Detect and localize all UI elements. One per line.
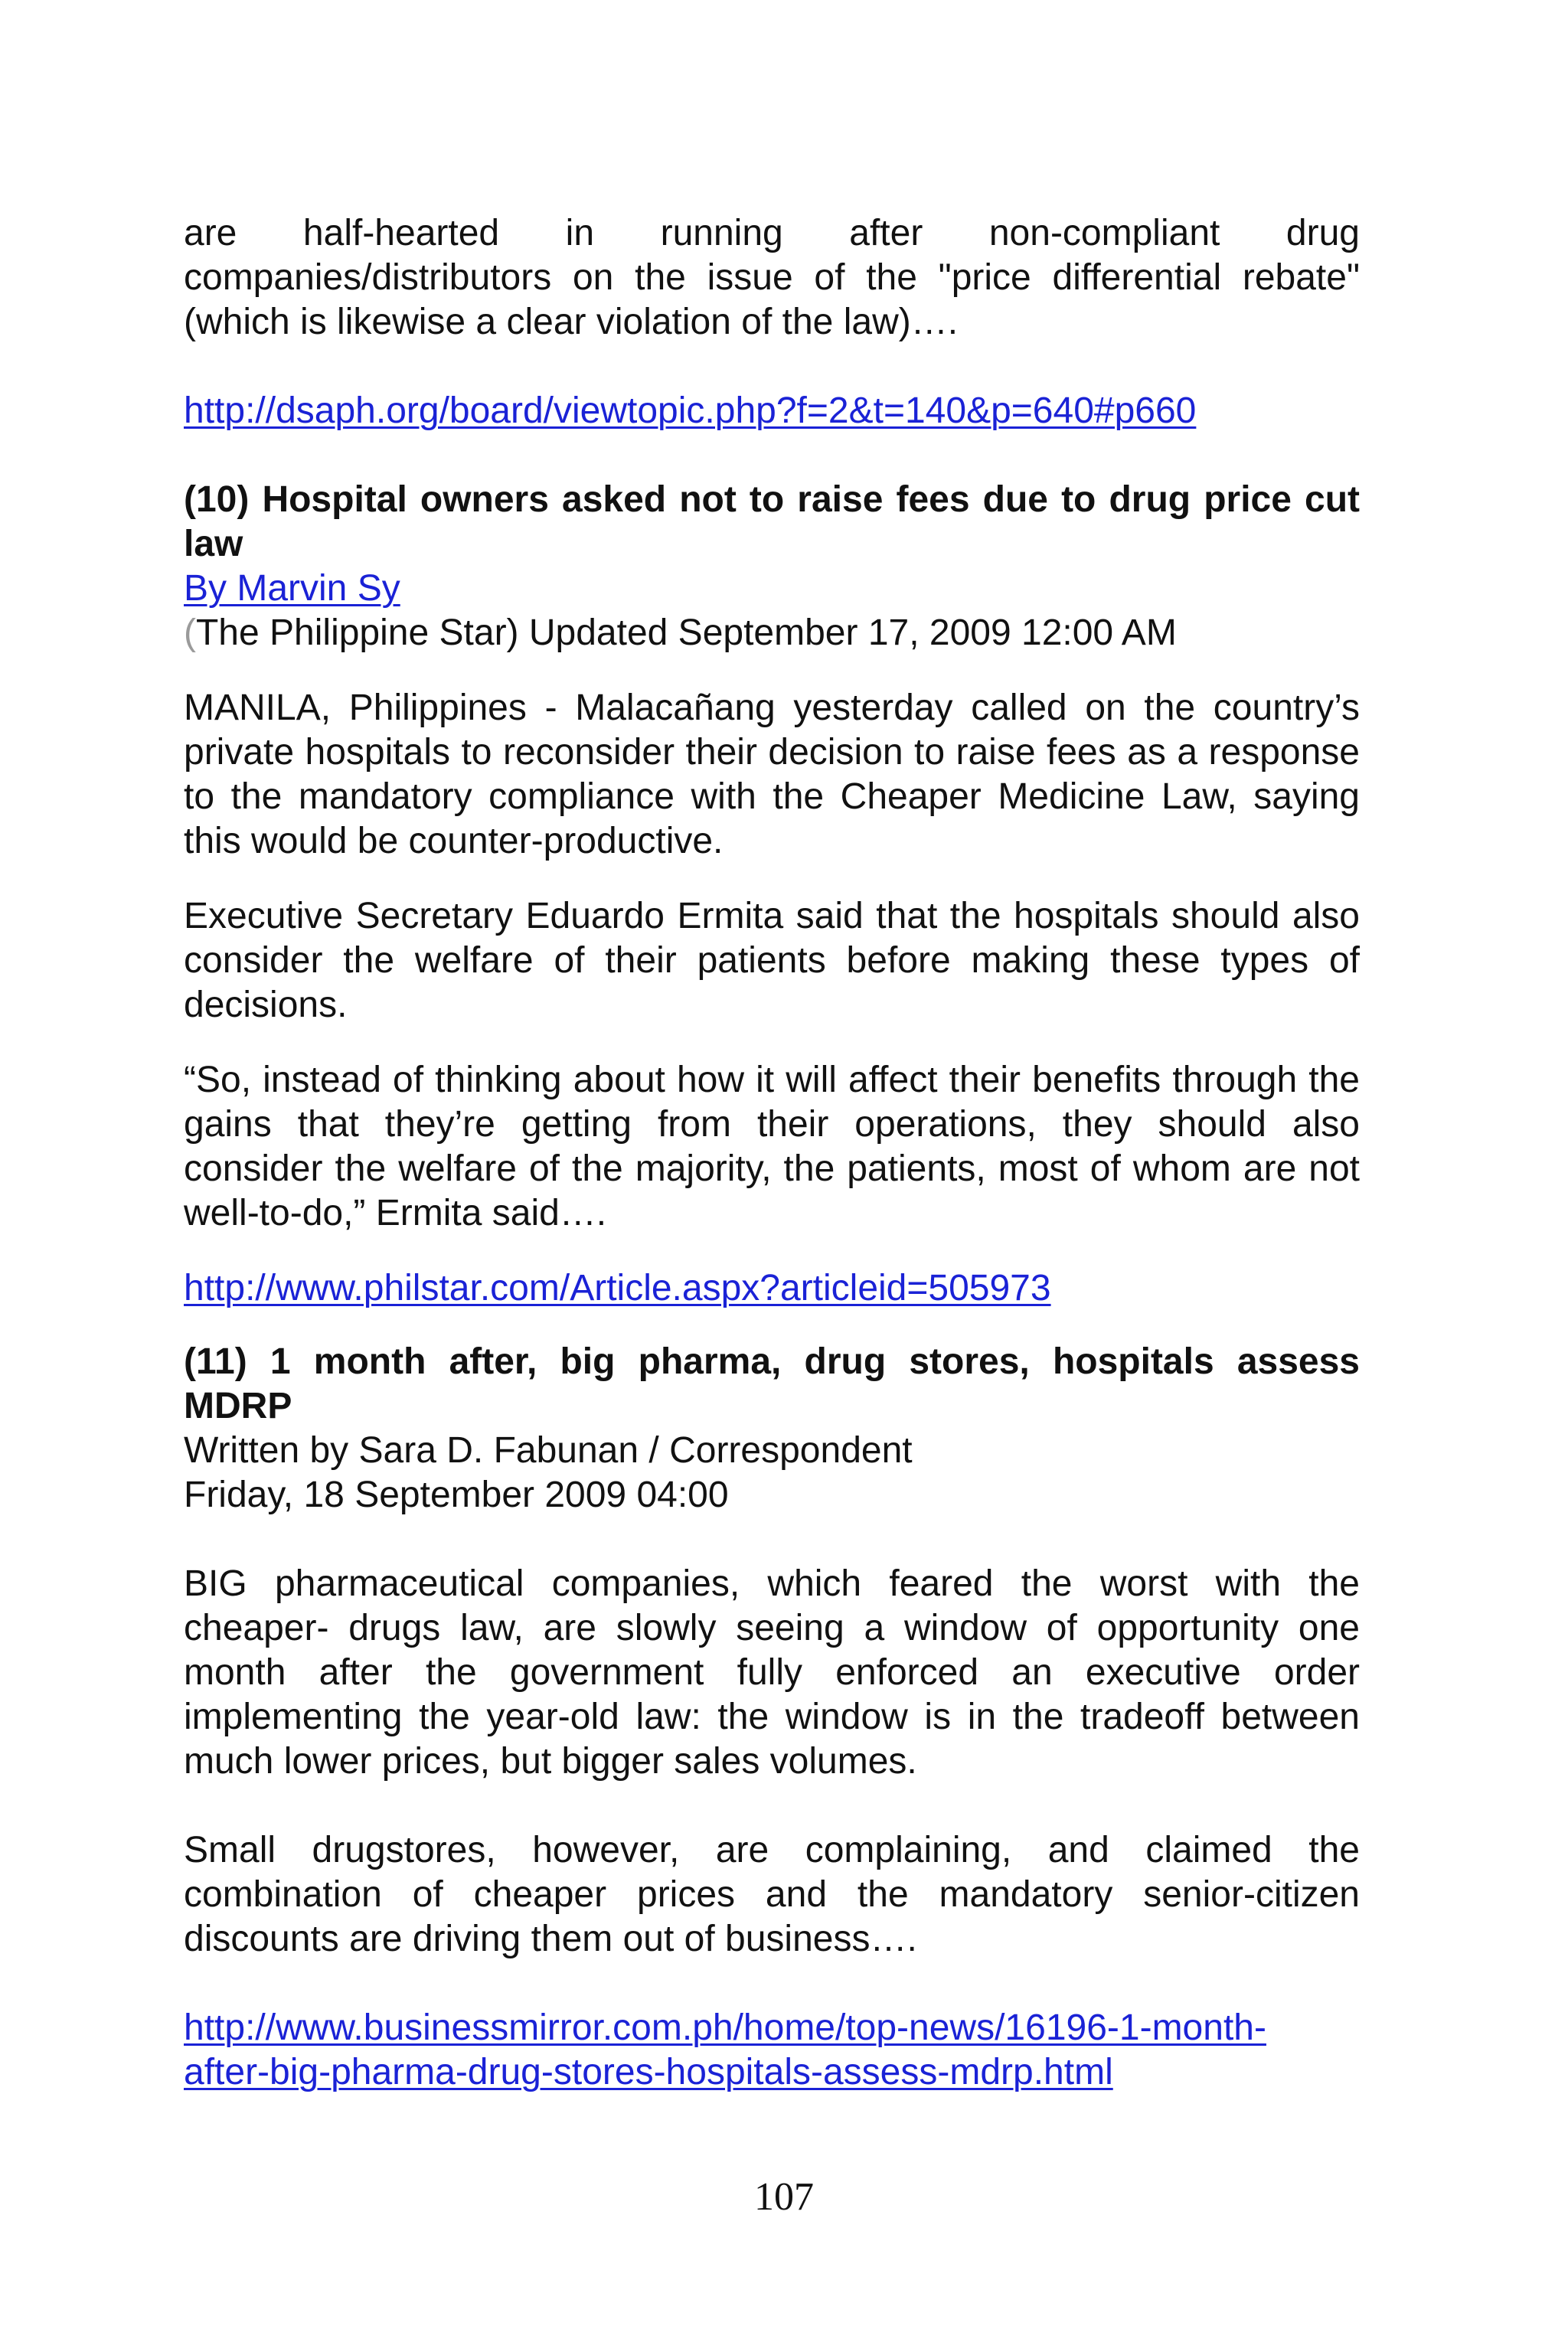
source-text: The Philippine Star) Updated September 17, 2009 12:00 AM <box>195 612 1177 653</box>
article-10-paragraph-2: Executive Secretary Eduardo Ermita said that the hospitals should also consider the welfare of their patients before making these types of decisions. <box>184 896 1360 1025</box>
source-open-paren: ( <box>184 612 196 653</box>
page-number: 107 <box>754 2175 814 2219</box>
article-11-heading: (11) 1 month after, big pharma, drug stores, hospitals assess MDRP <box>184 1341 1360 1426</box>
article-11-paragraph-2: Small drugstores, however, are complaining, and claimed the combination of cheaper prices and the mandatory senior-citizen discounts are driving them out of business…. <box>184 1830 1360 1959</box>
article-10-heading: (10) Hospital owners asked not to raise fees due to drug price cut law <box>184 479 1360 564</box>
businessmirror-link-part-1[interactable]: http://www.businessmirror.com.ph/home/top-news/16196-1-month- <box>184 2007 1266 2048</box>
page-content <box>184 211 1360 2095</box>
philstar-article-link[interactable]: http://www.philstar.com/Article.aspx?articleid=505973 <box>184 1268 1051 1308</box>
article-11-date: Friday, 18 September 2009 04:00 <box>184 1475 729 1515</box>
article-10-paragraph-3: “So, instead of thinking about how it will affect their benefits through the gains that they’re getting from their operations, they should also consider the welfare of the majority, the patients, most of whom are not well-to-do,” Ermita said…. <box>184 1060 1360 1233</box>
intro-continuation-paragraph: are half-hearted in running after non-compliant drug companies/distributors on the issue of the "price differential rebate" (which is likewise a clear violation of the law)…. <box>184 213 1360 342</box>
article-11-author: Written by Sara D. Fabunan / Correspondent <box>184 1430 913 1471</box>
article-10-link-paragraph <box>184 1266 1360 1311</box>
dsaph-forum-link[interactable]: http://dsaph.org/board/viewtopic.php?f=2&t=140&p=640#p660 <box>184 390 1197 431</box>
article-10-paragraph-1: MANILA, Philippines - Malacañang yesterday called on the country’s private hospitals to reconsider their decision to raise fees as a response to the mandatory compliance with the Cheaper Medicine Law, saying this would be counter-productive. <box>184 688 1360 861</box>
businessmirror-link-part-2[interactable]: after-big-pharma-drug-stores-hospitals-assess-mdrp.html <box>184 2052 1113 2092</box>
article-10-byline <box>184 567 1360 611</box>
article-11-link-paragraph <box>184 2006 1360 2095</box>
intro-link-paragraph <box>184 389 1360 433</box>
article-11-paragraph-1: BIG pharmaceutical companies, which feared the worst with the cheaper- drugs law, are slowly seeing a window of opportunity one month after the government fully enforced an executive order implementing the year-old law: the window is in the tradeoff between much lower prices, but bigger sales volumes. <box>184 1563 1360 1782</box>
byline-marvin-sy-link[interactable]: By Marvin Sy <box>184 568 400 609</box>
article-10-source-line <box>184 611 1360 655</box>
